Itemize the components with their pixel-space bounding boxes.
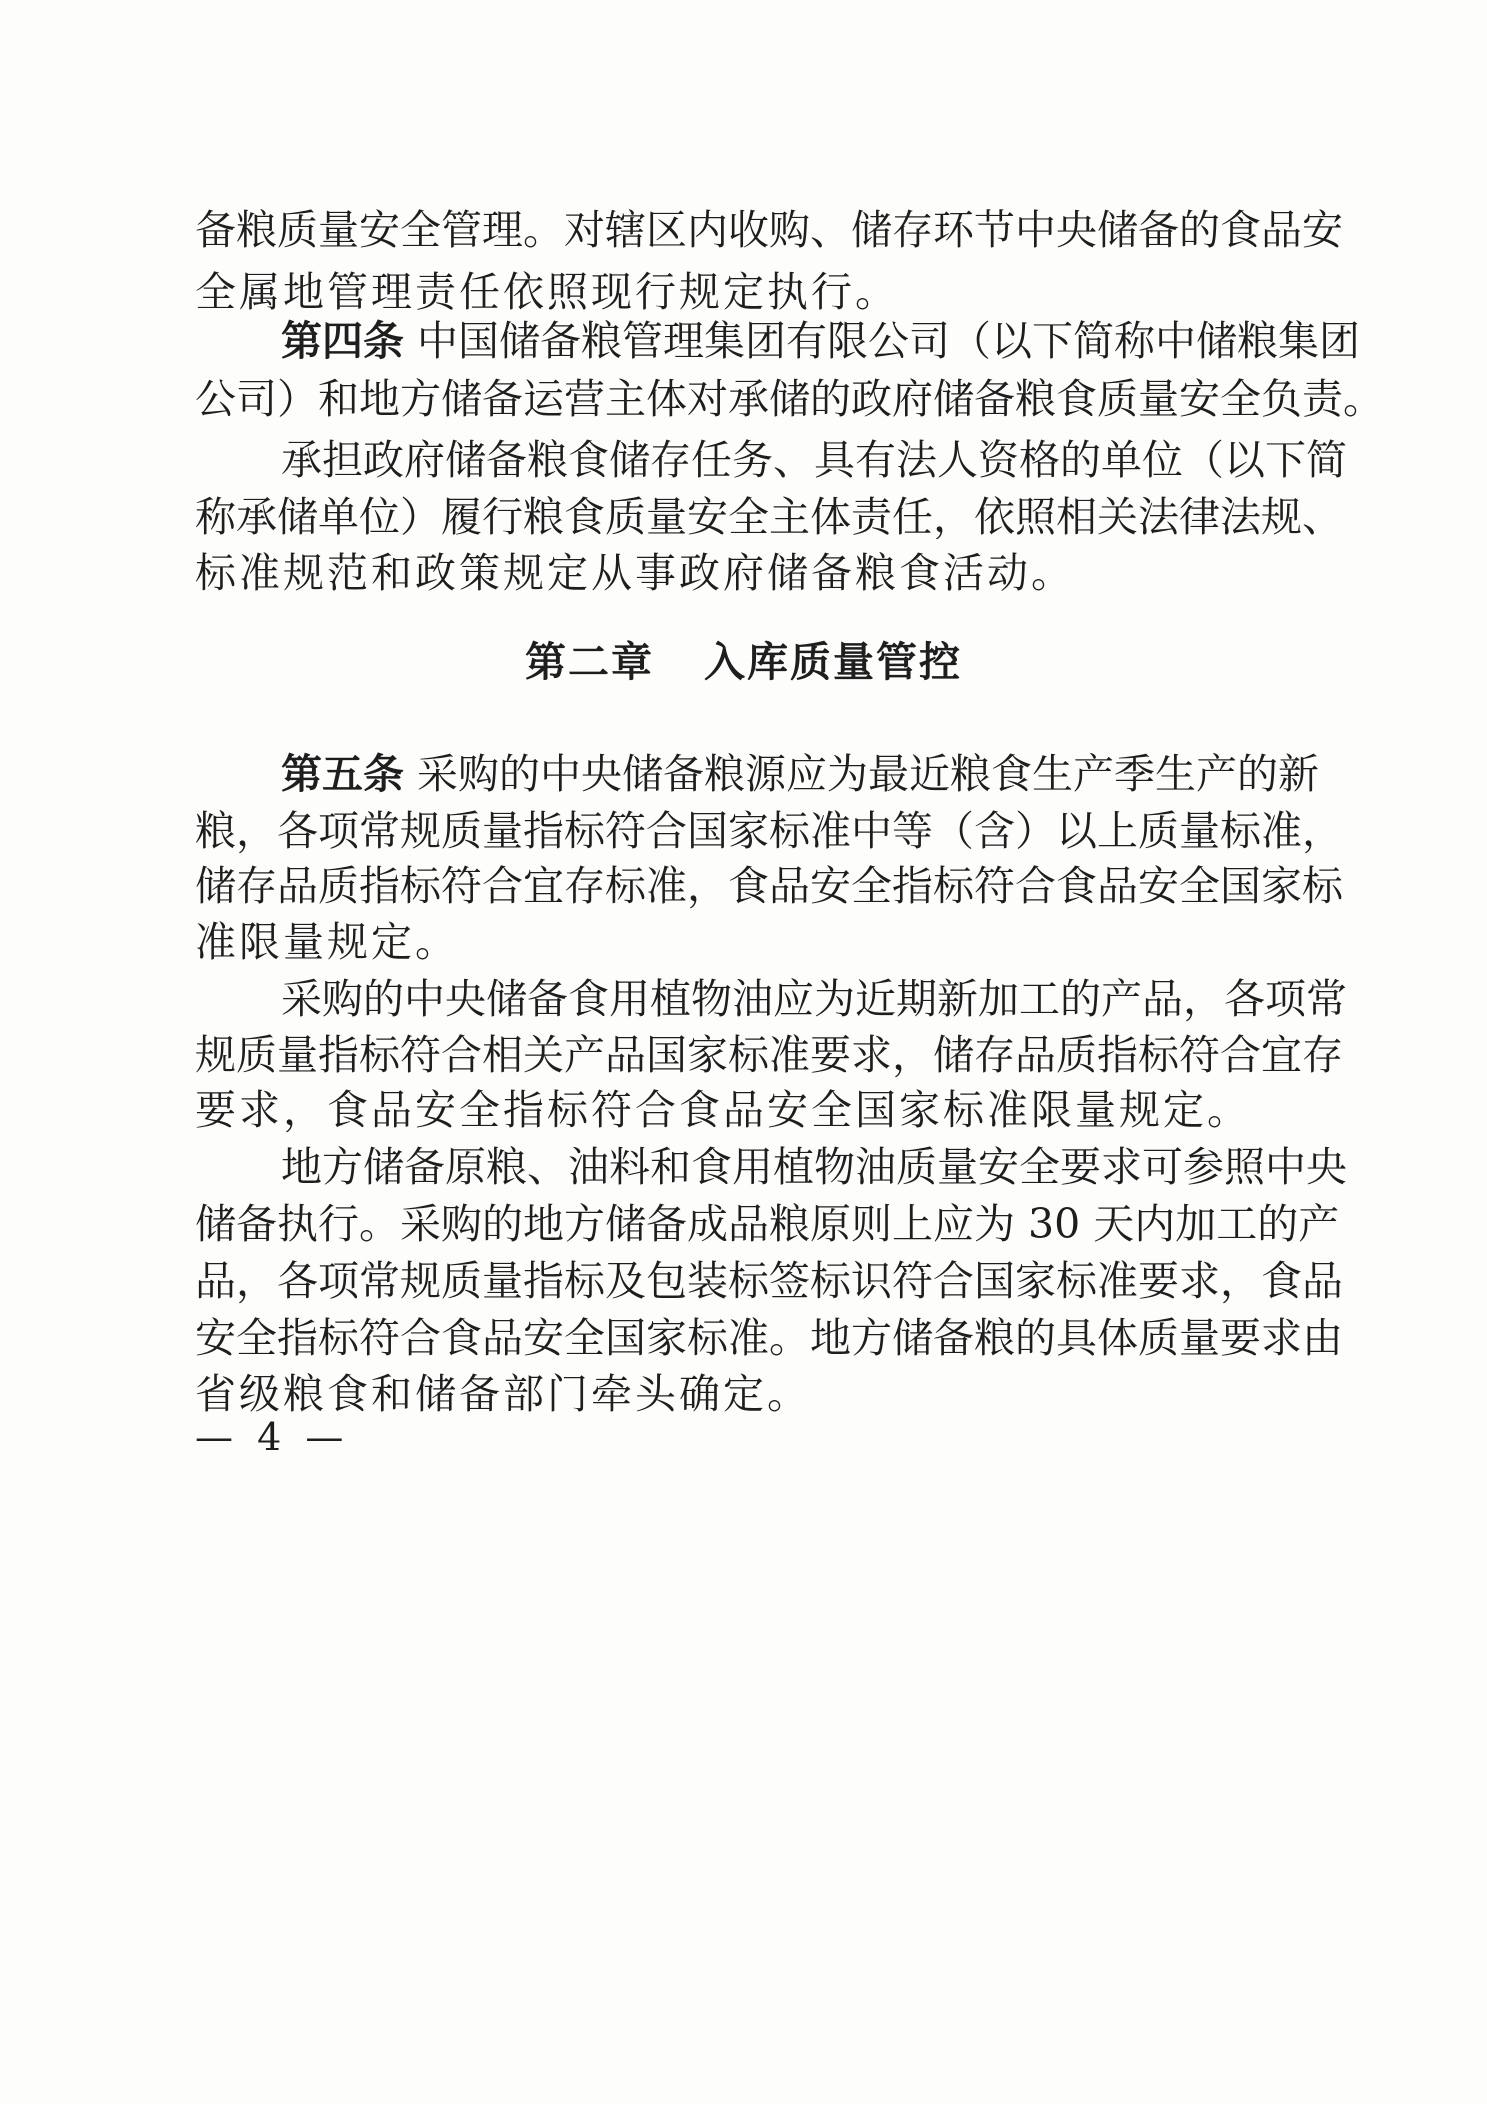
chapter-number: 第二章 <box>525 638 654 686</box>
paragraph-line: 规质量指标符合相关产品国家标准要求，储存品质指标符合宜存 <box>195 1031 1343 1079</box>
paragraph-line: 公司）和地方储备运营主体对承储的政府储备粮食质量安全负责。 <box>195 375 1384 423</box>
paragraph-line: 准限量规定。 <box>195 918 459 966</box>
paragraph-first-line: 承担政府储备粮食储存任务、具有法人资格的单位（以下简 <box>281 436 1347 484</box>
article-5-first-line <box>281 744 1320 804</box>
article-4-label: 第四条 <box>281 317 404 365</box>
article-5-text: 采购的中央储备粮源应为最近粮食生产季生产的新 <box>417 750 1320 798</box>
paragraph-line: 要求，食品安全指标符合食品安全国家标准限量规定。 <box>195 1086 1251 1134</box>
article-4-text: 中国储备粮管理集团有限公司（以下简称中储粮集团 <box>417 317 1361 365</box>
chapter-title: 入库质量管控 <box>704 638 962 686</box>
paragraph-line: 品，各项常规质量指标及包装标签标识符合国家标准要求，食品 <box>195 1257 1343 1305</box>
paragraph-line: 标准规范和政策规定从事政府储备粮食活动。 <box>195 549 1075 597</box>
article-4-first-line <box>281 311 1361 371</box>
page-number: — 4 — <box>195 1415 350 1459</box>
paragraph-line: 粮，各项常规质量指标符合国家标准中等（含）以上质量标准， <box>195 807 1343 855</box>
paragraph-line: 储存品质指标符合宜存标准，食品安全指标符合食品安全国家标 <box>195 862 1343 910</box>
chapter-heading <box>0 632 1487 692</box>
paragraph-line: 安全指标符合食品安全国家标准。地方储备粮的具体质量要求由 <box>195 1314 1343 1362</box>
paragraph-line: 储备执行。采购的地方储备成品粮原则上应为 30 天内加工的产 <box>195 1200 1340 1248</box>
paragraph-first-line: 地方储备原粮、油料和食用植物油质量安全要求可参照中央 <box>281 1143 1347 1191</box>
paragraph-line: 称承储单位）履行粮食质量安全主体责任，依照相关法律法规、 <box>195 493 1343 541</box>
paragraph-line: 备粮质量安全管理。对辖区内收购、储存环节中央储备的食品安 <box>195 206 1343 254</box>
article-5-label: 第五条 <box>281 750 404 798</box>
paragraph-line: 省级粮食和储备部门牵头确定。 <box>195 1370 811 1418</box>
paragraph-first-line: 采购的中央储备食用植物油应为近期新加工的产品，各项常 <box>281 975 1347 1023</box>
paragraph-line: 全属地管理责任依照现行规定执行。 <box>195 268 899 316</box>
